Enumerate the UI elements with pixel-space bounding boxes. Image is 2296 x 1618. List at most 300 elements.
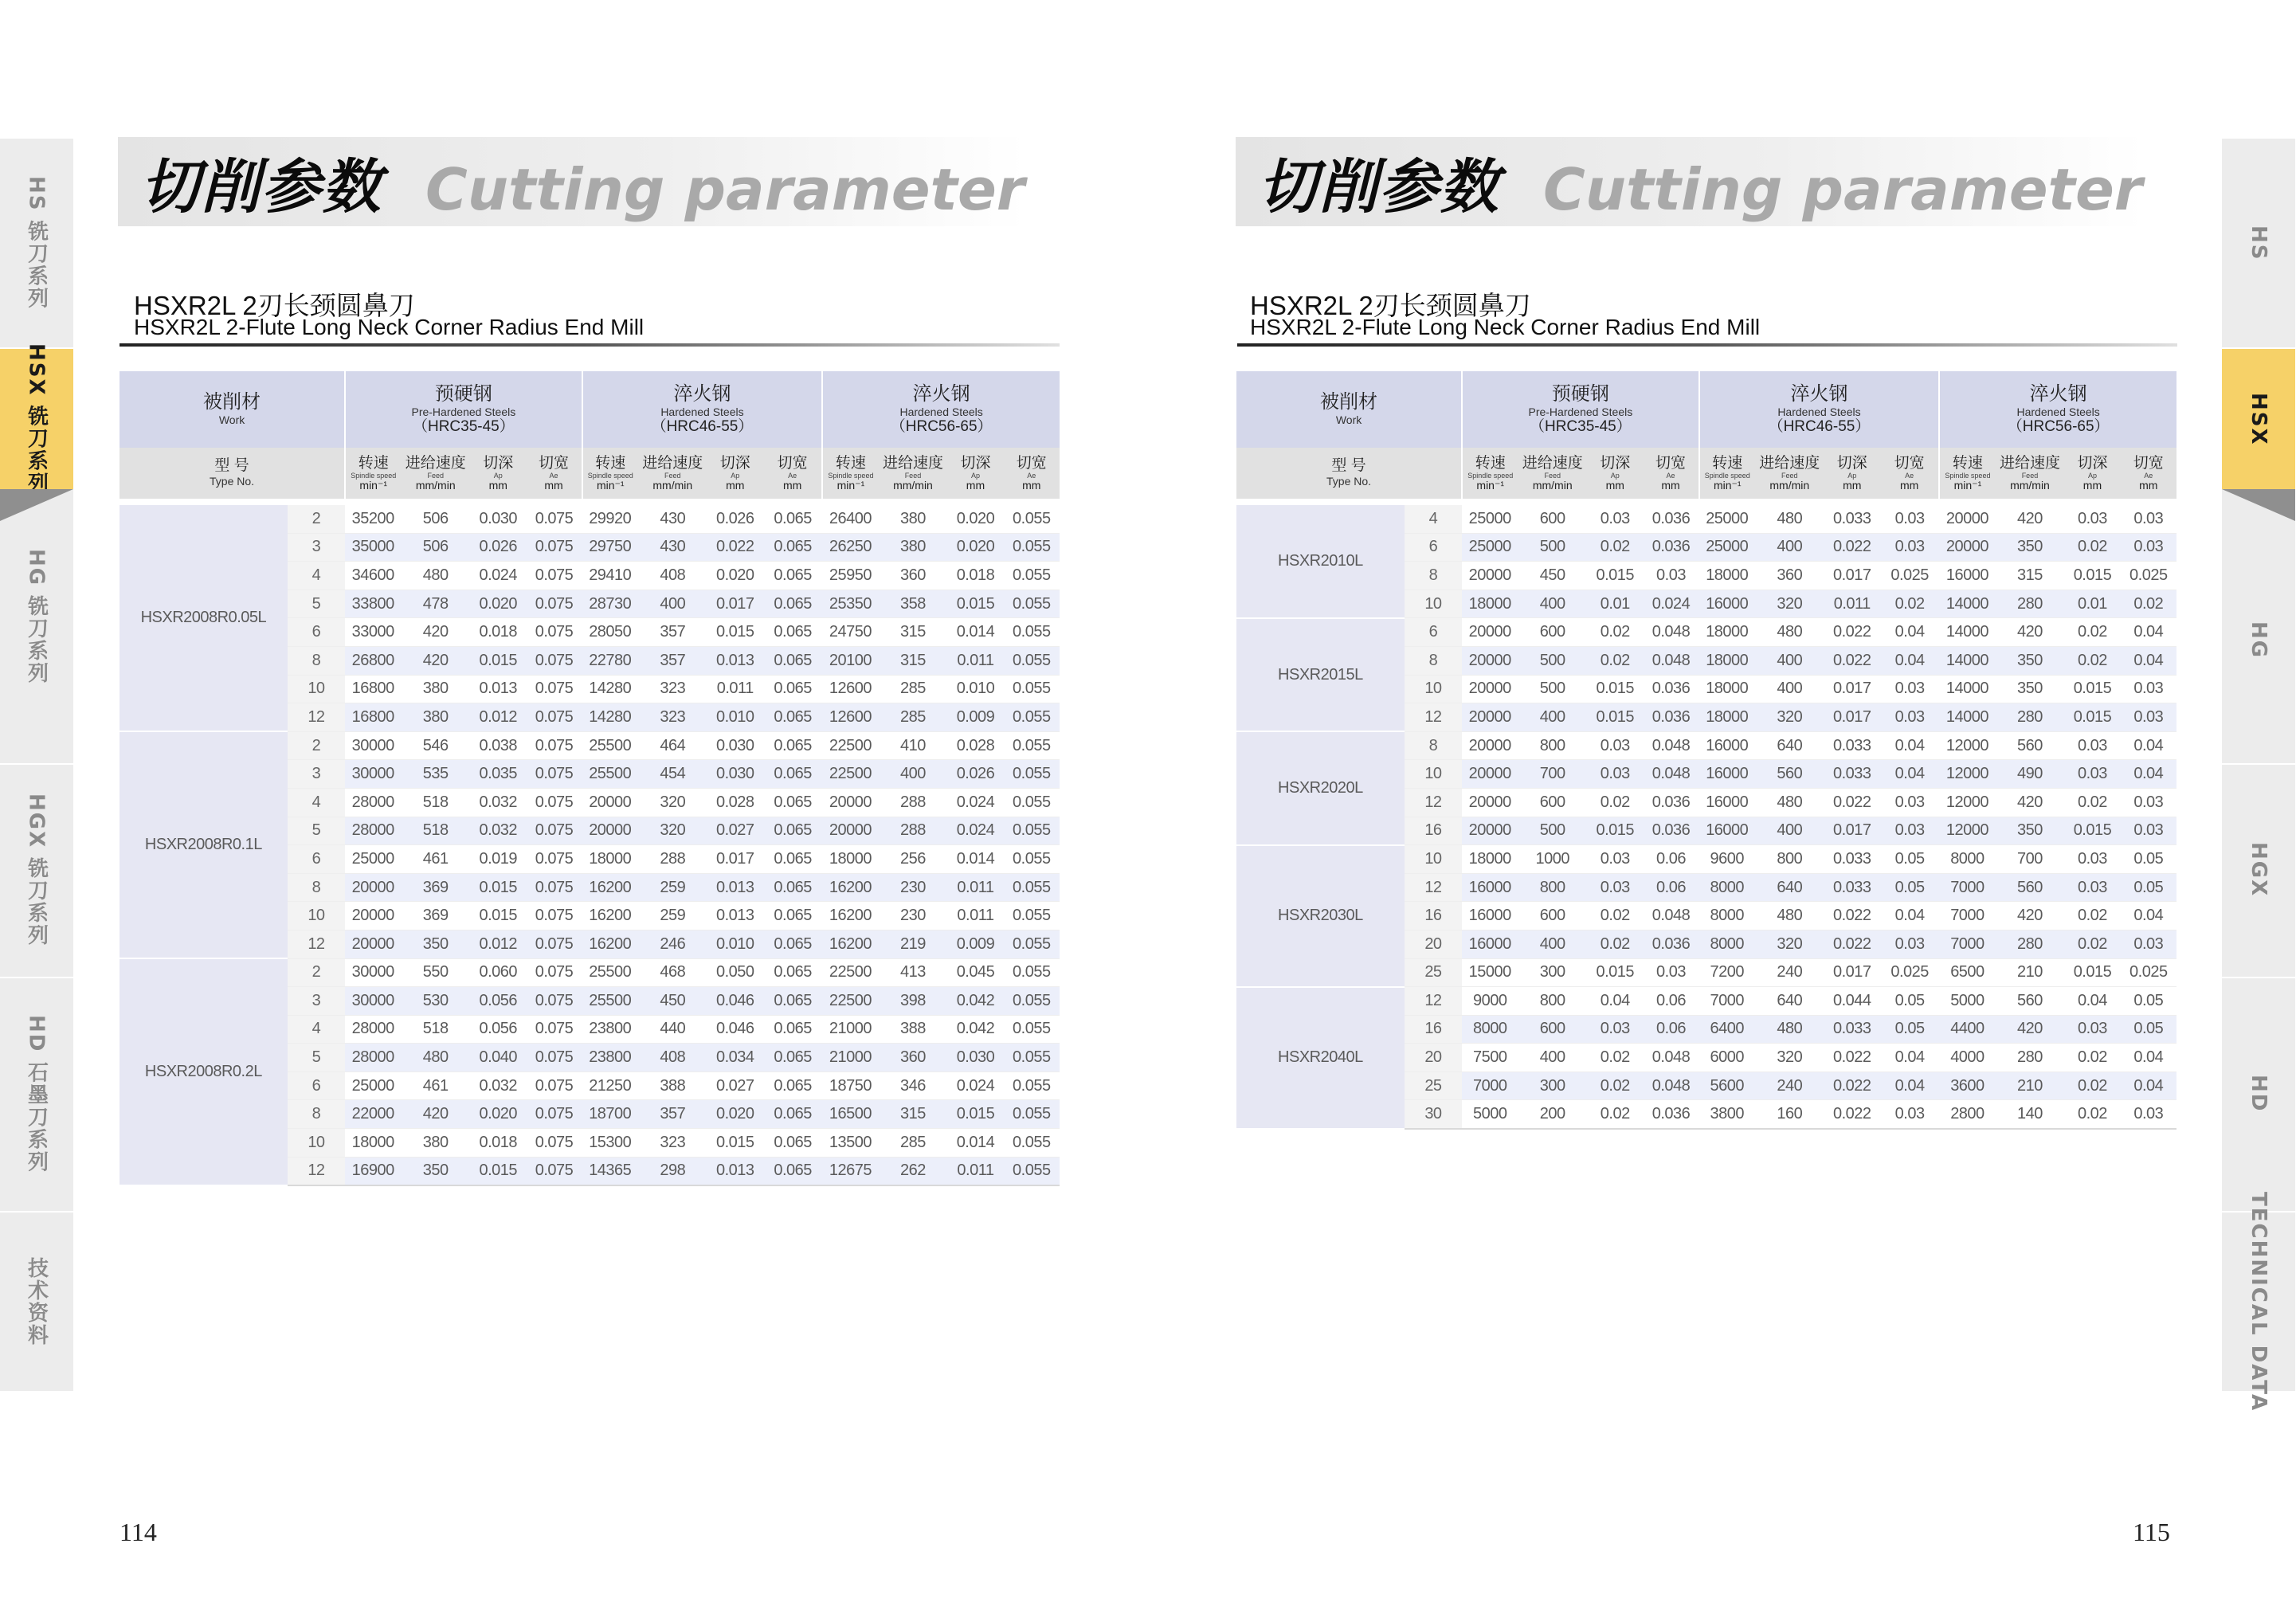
data-cell: 640: [1755, 987, 1824, 1016]
data-cell: 33000: [345, 618, 401, 647]
data-cell: 280: [1996, 590, 2065, 618]
data-cell: 560: [1996, 731, 2065, 760]
data-cell: 0.009: [947, 703, 1003, 732]
data-cell: 0.02: [2064, 788, 2120, 817]
data-cell: 18750: [822, 1071, 878, 1100]
data-cell: 28000: [345, 788, 401, 817]
column-unit: min⁻¹: [1953, 478, 1982, 492]
column-unit: mm/min: [1769, 478, 1810, 492]
column-unit: mm/min: [415, 478, 456, 492]
data-cell: 0.055: [1004, 1157, 1060, 1185]
data-cell: 285: [879, 703, 948, 732]
tab-technical-label: 技术资料: [24, 1257, 49, 1346]
banner-title-en: Cutting parameter: [425, 156, 1025, 223]
data-cell: 0.022: [1824, 533, 1880, 562]
data-cell: 464: [638, 731, 707, 760]
data-cell: 285: [879, 675, 948, 703]
data-cell: 12600: [822, 703, 878, 732]
table-row: [1236, 987, 2176, 1016]
column-unit: min⁻¹: [1476, 478, 1505, 492]
data-cell: 0.04: [1880, 760, 1939, 789]
data-cell: 0.027: [707, 817, 763, 845]
data-cell: 16900: [345, 1157, 401, 1185]
column-name-en: Ap: [970, 471, 980, 480]
data-cell: 0.020: [707, 562, 763, 590]
row-diameter: 3: [288, 760, 345, 789]
column-unit: mm: [1022, 478, 1041, 492]
header-column-ap: [2064, 448, 2120, 499]
column-name-cn: 切深: [1836, 454, 1867, 472]
data-cell: 0.025: [2121, 958, 2176, 987]
data-cell: 0.02: [2064, 902, 2120, 930]
data-cell: 420: [1996, 902, 2065, 930]
data-cell: 369: [401, 902, 470, 930]
data-cell: 0.009: [947, 930, 1003, 958]
data-cell: 0.020: [947, 533, 1003, 562]
table-row: [120, 505, 1060, 533]
data-cell: 408: [638, 562, 707, 590]
data-cell: 0.04: [2121, 902, 2176, 930]
data-cell: 25500: [582, 731, 638, 760]
column-name-en: Ae: [1027, 471, 1036, 480]
data-cell: 0.017: [1824, 562, 1880, 590]
data-cell: 0.055: [1004, 533, 1060, 562]
data-cell: 18000: [1462, 590, 1518, 618]
data-cell: 0.032: [470, 1071, 526, 1100]
tab-hs-label: HS 铣刀系列: [24, 176, 49, 310]
column-name-en: Ae: [549, 471, 558, 480]
tab-hd-label: HD 石墨刀系列: [24, 1014, 49, 1173]
row-diameter: 8: [1405, 646, 1462, 675]
row-diameter: 10: [288, 675, 345, 703]
row-diameter: 6: [288, 845, 345, 874]
material-hardness: （HRC35-45）: [1529, 418, 1632, 435]
row-diameter: 12: [1405, 788, 1462, 817]
data-cell: 400: [1755, 533, 1824, 562]
data-cell: 0.03: [1587, 760, 1643, 789]
data-cell: 440: [638, 1015, 707, 1044]
column-name-en: Feed: [904, 471, 922, 480]
data-cell: 380: [401, 1129, 470, 1158]
data-cell: 0.03: [1587, 505, 1643, 533]
data-cell: 0.022: [1824, 1071, 1880, 1100]
data-cell: 0.018: [470, 618, 526, 647]
data-cell: 0.012: [470, 703, 526, 732]
data-cell: 0.033: [1824, 873, 1880, 902]
data-cell: 0.03: [2121, 788, 2176, 817]
data-cell: 0.055: [1004, 590, 1060, 618]
column-name-en: Ap: [731, 471, 740, 480]
data-cell: 18000: [1699, 703, 1755, 732]
material-name-cn: 预硬钢: [434, 383, 492, 405]
data-cell: 0.04: [2121, 618, 2176, 647]
data-cell: 14365: [582, 1157, 638, 1185]
data-cell: 0.03: [1880, 788, 1939, 817]
data-cell: 0.02: [2064, 930, 2120, 958]
banner-title-cn-right: 切削参数: [1258, 153, 1500, 221]
data-cell: 0.04: [2121, 760, 2176, 789]
data-cell: 0.015: [470, 873, 526, 902]
header-work-en: Work: [1335, 413, 1362, 426]
data-cell: 20000: [1462, 675, 1518, 703]
row-diameter: 16: [1405, 817, 1462, 845]
data-cell: 0.04: [2121, 1044, 2176, 1072]
data-cell: 0.024: [947, 817, 1003, 845]
data-cell: 256: [879, 845, 948, 874]
column-name-en: Ap: [493, 471, 503, 480]
column-unit: mm: [1605, 478, 1624, 492]
data-cell: 0.013: [470, 675, 526, 703]
column-name-cn: 进给速度: [1522, 454, 1583, 472]
data-cell: 16000: [1699, 590, 1755, 618]
data-cell: 0.030: [707, 731, 763, 760]
data-cell: 0.04: [2064, 987, 2120, 1016]
data-cell: 323: [638, 703, 707, 732]
data-cell: 315: [879, 646, 948, 675]
data-cell: 15000: [1462, 958, 1518, 987]
data-cell: 0.025: [1880, 958, 1939, 987]
data-cell: 400: [1518, 590, 1587, 618]
data-cell: 0.025: [1880, 562, 1939, 590]
data-cell: 0.048: [1643, 1044, 1698, 1072]
header-row-materials: [1236, 371, 2176, 448]
data-cell: 0.020: [470, 1100, 526, 1129]
material-hardness: （HRC46-55）: [1768, 418, 1871, 435]
page-number: 114: [120, 1518, 157, 1546]
column-name-en: Spindle speed: [587, 471, 633, 480]
row-diameter: 5: [288, 590, 345, 618]
data-cell: 24750: [822, 618, 878, 647]
row-diameter: 6: [1405, 533, 1462, 562]
data-cell: 0.03: [1643, 562, 1698, 590]
data-cell: 700: [1518, 760, 1587, 789]
data-cell: 506: [401, 533, 470, 562]
data-cell: 25350: [822, 590, 878, 618]
data-cell: 0.02: [1587, 788, 1643, 817]
data-cell: 600: [1518, 618, 1587, 647]
data-cell: 0.03: [1880, 675, 1939, 703]
data-cell: 0.035: [470, 760, 526, 789]
column-name-en: Spindle speed: [1704, 471, 1750, 480]
row-diameter: 5: [288, 817, 345, 845]
data-cell: 0.05: [1880, 987, 1939, 1016]
title-underline: [120, 343, 1060, 347]
table-row: [120, 958, 1060, 987]
data-cell: 16200: [822, 902, 878, 930]
data-cell: 320: [1755, 590, 1824, 618]
data-cell: 12000: [1939, 817, 1995, 845]
data-cell: 0.015: [1587, 703, 1643, 732]
data-cell: 22500: [822, 731, 878, 760]
data-cell: 0.048: [1643, 902, 1698, 930]
data-cell: 20000: [1462, 703, 1518, 732]
row-diameter: 3: [288, 987, 345, 1016]
data-cell: 0.075: [526, 1157, 582, 1185]
data-cell: 20000: [582, 817, 638, 845]
data-cell: 0.022: [1824, 618, 1880, 647]
material-hardness: （HRC35-45）: [412, 418, 515, 435]
header-column-ap: [947, 448, 1003, 499]
data-cell: 450: [1518, 562, 1587, 590]
data-cell: 0.02: [2064, 618, 2120, 647]
data-cell: 480: [1755, 902, 1824, 930]
column-unit: mm: [782, 478, 802, 492]
data-cell: 350: [401, 930, 470, 958]
data-cell: 1000: [1518, 845, 1587, 874]
data-cell: 16000: [1699, 731, 1755, 760]
material-hardness: （HRC56-65）: [2007, 418, 2110, 435]
data-cell: 0.02: [1587, 1071, 1643, 1100]
data-cell: 0.05: [1880, 1015, 1939, 1044]
column-name-cn: 切宽: [2133, 454, 2164, 472]
data-cell: 0.055: [1004, 930, 1060, 958]
data-cell: 0.034: [707, 1044, 763, 1072]
header-work-cn: 被削材: [1320, 391, 1378, 413]
type-number: HSXR2010L: [1236, 505, 1405, 618]
header-column-ae: [763, 448, 822, 499]
data-cell: 0.032: [470, 788, 526, 817]
header-column-ae: [1880, 448, 1939, 499]
data-cell: 6000: [1699, 1044, 1755, 1072]
data-cell: 20000: [345, 930, 401, 958]
data-cell: 12675: [822, 1157, 878, 1185]
data-cell: 12000: [1939, 760, 1995, 789]
header-column-ae: [1004, 448, 1060, 499]
data-cell: 430: [638, 533, 707, 562]
data-cell: 288: [879, 788, 948, 817]
data-cell: 0.065: [763, 930, 822, 958]
data-cell: 480: [401, 562, 470, 590]
data-cell: 0.065: [763, 1015, 822, 1044]
data-cell: 30000: [345, 958, 401, 987]
data-cell: 518: [401, 1015, 470, 1044]
row-diameter: 10: [1405, 760, 1462, 789]
data-cell: 350: [1996, 533, 2065, 562]
data-cell: 0.015: [947, 590, 1003, 618]
data-cell: 380: [401, 675, 470, 703]
banner-title-cn: 切削参数: [140, 153, 382, 221]
data-cell: 0.02: [2064, 646, 2120, 675]
data-cell: 0.011: [947, 873, 1003, 902]
data-cell: 16000: [1462, 930, 1518, 958]
column-unit: mm: [2139, 478, 2158, 492]
data-cell: 546: [401, 731, 470, 760]
data-cell: 0.075: [526, 618, 582, 647]
data-cell: 0.065: [763, 1044, 822, 1072]
data-cell: 2800: [1939, 1100, 1995, 1129]
row-diameter: 25: [1405, 958, 1462, 987]
data-cell: 0.04: [1880, 1044, 1939, 1072]
data-cell: 14000: [1939, 590, 1995, 618]
data-cell: 315: [879, 618, 948, 647]
data-cell: 320: [638, 788, 707, 817]
data-cell: 4400: [1939, 1015, 1995, 1044]
column-name-cn: 切宽: [1894, 454, 1925, 472]
data-cell: 0.060: [470, 958, 526, 987]
data-cell: 0.01: [1587, 590, 1643, 618]
data-cell: 22500: [822, 958, 878, 987]
data-cell: 640: [1755, 731, 1824, 760]
header-row-materials: [120, 371, 1060, 448]
column-unit: mm: [488, 478, 507, 492]
data-cell: 0.075: [526, 533, 582, 562]
data-cell: 0.075: [526, 731, 582, 760]
row-diameter: 10: [1405, 675, 1462, 703]
data-cell: 0.02: [1587, 618, 1643, 647]
data-cell: 25000: [1462, 533, 1518, 562]
type-number: HSXR2008R0.2L: [120, 958, 288, 1185]
column-name-cn: 切宽: [777, 454, 808, 472]
data-cell: 16000: [1462, 902, 1518, 930]
data-cell: 640: [1755, 873, 1824, 902]
column-name-cn: 转速: [358, 454, 389, 472]
data-cell: 0.046: [707, 987, 763, 1016]
header-gap: [1236, 499, 2176, 505]
row-diameter: 8: [288, 873, 345, 902]
row-diameter: 20: [1405, 1044, 1462, 1072]
data-cell: 0.010: [707, 930, 763, 958]
row-diameter: 12: [288, 1157, 345, 1185]
header-column-feed: [401, 448, 470, 499]
data-cell: 0.048: [1643, 760, 1698, 789]
data-cell: 0.044: [1824, 987, 1880, 1016]
data-cell: 550: [401, 958, 470, 987]
column-name-cn: 进给速度: [642, 454, 703, 472]
column-name-en: Feed: [664, 471, 681, 480]
data-cell: 16200: [582, 873, 638, 902]
right-page: [1148, 0, 2296, 1618]
data-cell: 0.02: [1587, 533, 1643, 562]
data-cell: 0.012: [470, 930, 526, 958]
tab-hg-right-label: HG: [2247, 621, 2271, 660]
data-cell: 0.075: [526, 873, 582, 902]
data-cell: 0.04: [1880, 731, 1939, 760]
data-cell: 0.056: [470, 1015, 526, 1044]
data-cell: 560: [1996, 987, 2065, 1016]
data-cell: 0.065: [763, 902, 822, 930]
type-number: HSXR2020L: [1236, 731, 1405, 844]
data-cell: 0.02: [2064, 1100, 2120, 1129]
data-cell: 18000: [345, 1129, 401, 1158]
data-cell: 560: [1996, 873, 2065, 902]
data-cell: 0.065: [763, 817, 822, 845]
data-cell: 0.036: [1643, 675, 1698, 703]
data-cell: 0.015: [1587, 817, 1643, 845]
row-diameter: 6: [288, 618, 345, 647]
data-cell: 18000: [582, 845, 638, 874]
data-cell: 0.075: [526, 958, 582, 987]
data-cell: 280: [1996, 1044, 2065, 1072]
data-cell: 600: [1518, 505, 1587, 533]
data-cell: 0.02: [1587, 902, 1643, 930]
data-cell: 0.03: [2121, 703, 2176, 732]
data-cell: 0.055: [1004, 646, 1060, 675]
data-cell: 7000: [1939, 930, 1995, 958]
data-cell: 300: [1518, 958, 1587, 987]
data-cell: 500: [1518, 817, 1587, 845]
data-cell: 0.015: [2064, 958, 2120, 987]
column-unit: min⁻¹: [359, 478, 388, 492]
data-cell: 0.055: [1004, 760, 1060, 789]
data-cell: 0.036: [1643, 505, 1698, 533]
data-cell: 0.055: [1004, 1129, 1060, 1158]
page-number-right: 115: [2133, 1518, 2170, 1546]
data-cell: 420: [1996, 505, 2065, 533]
data-cell: 20000: [345, 902, 401, 930]
row-diameter: 4: [288, 562, 345, 590]
data-cell: 320: [1755, 930, 1824, 958]
data-cell: 0.015: [2064, 562, 2120, 590]
data-cell: 18000: [1699, 646, 1755, 675]
data-cell: 0.019: [470, 845, 526, 874]
data-cell: 0.017: [1824, 675, 1880, 703]
column-name-cn: 转速: [1712, 454, 1743, 472]
data-cell: 420: [401, 618, 470, 647]
column-unit: mm: [966, 478, 985, 492]
column-name-cn: 切深: [960, 454, 991, 472]
data-cell: 0.024: [947, 1071, 1003, 1100]
data-cell: 0.055: [1004, 562, 1060, 590]
data-cell: 0.03: [1880, 817, 1939, 845]
data-cell: 0.03: [1880, 533, 1939, 562]
data-cell: 23800: [582, 1044, 638, 1072]
data-cell: 0.015: [707, 618, 763, 647]
data-cell: 0.065: [763, 590, 822, 618]
product-title-en-right: HSXR2L 2-Flute Long Neck Corner Radius End Mill: [1250, 315, 1761, 339]
data-cell: 0.065: [763, 760, 822, 789]
data-cell: 398: [879, 987, 948, 1016]
data-cell: 320: [1755, 703, 1824, 732]
data-cell: 408: [638, 1044, 707, 1072]
material-name-cn: 淬火钢: [2029, 383, 2087, 405]
data-cell: 0.03: [1880, 703, 1939, 732]
data-cell: 0.022: [1824, 930, 1880, 958]
product-title-cn: HSXR2L 2刃长颈圆鼻刀: [134, 291, 415, 320]
column-name-en: Ae: [1666, 471, 1675, 480]
data-cell: 20000: [1939, 505, 1995, 533]
header-type-en: Type No.: [210, 475, 255, 488]
type-number: HSXR2040L: [1236, 987, 1405, 1129]
data-cell: 23800: [582, 1015, 638, 1044]
row-diameter: 8: [1405, 731, 1462, 760]
header-column-feed: [1755, 448, 1824, 499]
data-cell: 18000: [1462, 845, 1518, 874]
data-cell: 22500: [822, 760, 878, 789]
data-cell: 16200: [582, 930, 638, 958]
data-cell: 468: [638, 958, 707, 987]
column-name-cn: 切宽: [1016, 454, 1047, 472]
data-cell: 0.03: [1880, 505, 1939, 533]
column-name-en: Spindle speed: [351, 471, 397, 480]
data-cell: 20000: [345, 873, 401, 902]
data-cell: 12000: [1939, 731, 1995, 760]
table-row: [120, 731, 1060, 760]
data-cell: 0.026: [707, 505, 763, 533]
data-cell: 25000: [1699, 505, 1755, 533]
header-material-group: [1462, 371, 1699, 448]
data-cell: 0.075: [526, 505, 582, 533]
data-cell: 280: [1996, 930, 2065, 958]
column-unit: min⁻¹: [596, 478, 625, 492]
data-cell: 0.055: [1004, 817, 1060, 845]
data-cell: 388: [879, 1015, 948, 1044]
data-cell: 0.055: [1004, 703, 1060, 732]
column-name-cn: 进给速度: [1999, 454, 2060, 472]
data-cell: 0.03: [1587, 873, 1643, 902]
data-cell: 280: [1996, 703, 2065, 732]
data-cell: 0.065: [763, 958, 822, 987]
material-name-cn: 预硬钢: [1551, 383, 1609, 405]
